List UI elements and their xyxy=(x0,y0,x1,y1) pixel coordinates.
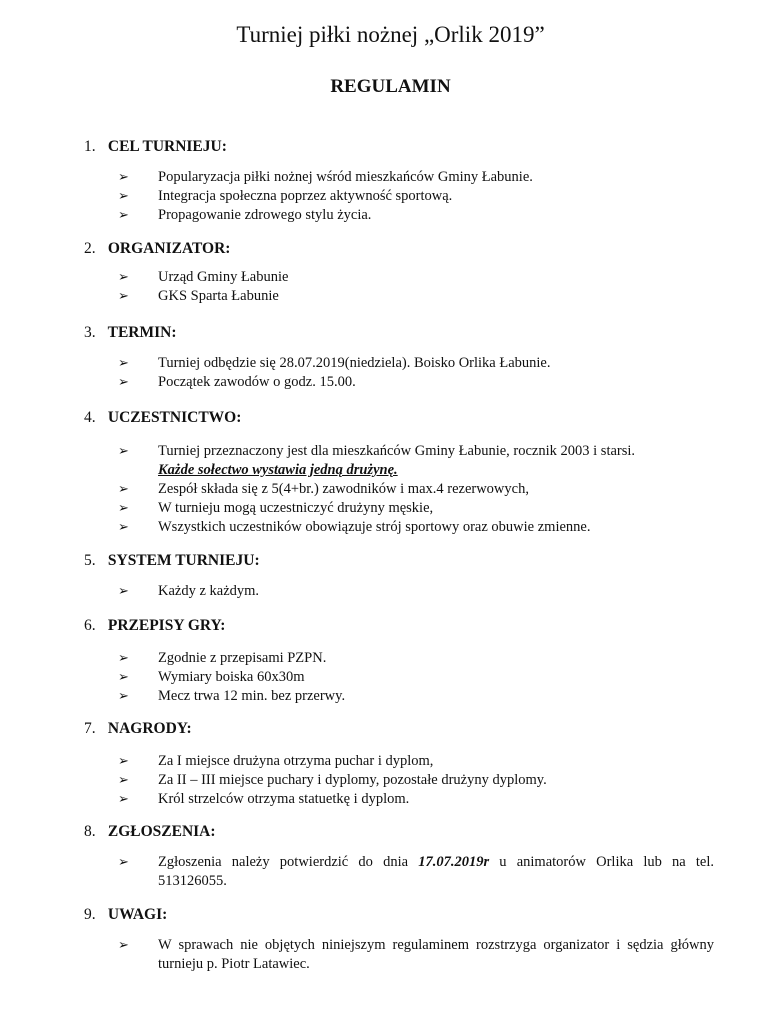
section-nagrody xyxy=(84,718,714,809)
arrow-bullet-icon: ➢ xyxy=(118,356,129,371)
section-heading: 2. ORGANIZATOR: xyxy=(84,240,231,257)
list-item: ➢ Mecz trwa 12 min. bez przerwy. xyxy=(118,688,346,704)
section-zgloszenia xyxy=(84,821,714,891)
list-item: ➢ Za II – III miejsce puchary i dyplomy, pozostałe drużyny dyplomy. xyxy=(118,772,547,788)
arrow-bullet-icon: ➢ xyxy=(118,670,129,685)
list-item: ➢ Za I miejsce drużyna otrzyma puchar i dyplom, xyxy=(118,753,434,769)
arrow-bullet-icon: ➢ xyxy=(118,189,129,204)
section-przepisy-gry xyxy=(84,615,714,706)
list-item: ➢ Zgodnie z przepisami PZPN. xyxy=(118,650,327,666)
document-subtitle: REGULAMIN xyxy=(330,76,451,97)
list-item: ➢ Popularyzacja piłki nożnej wśród mieszkańców Gminy Łabunie. xyxy=(118,169,533,185)
document-title: Turniej piłki nożnej „Orlik 2019” xyxy=(236,22,545,47)
section-heading: 6. PRZEPISY GRY: xyxy=(84,617,226,634)
section-uwagi xyxy=(84,904,714,974)
arrow-bullet-icon: ➢ xyxy=(118,520,129,535)
section-heading: 3. TERMIN: xyxy=(84,324,177,341)
list-item: ➢ Wymiary boiska 60x30m xyxy=(118,669,305,685)
arrow-bullet-icon: ➢ xyxy=(118,170,129,185)
arrow-bullet-icon: ➢ xyxy=(118,773,129,788)
arrow-bullet-icon: ➢ xyxy=(118,270,129,285)
list-item: ➢ Każdy z każdym. xyxy=(118,583,260,599)
list-item: ➢ Zespół składa się z 5(4+br.) zawodników i max.4 rezerwowych, xyxy=(118,481,529,497)
section-organizator xyxy=(84,238,714,306)
arrow-bullet-icon: ➢ xyxy=(118,482,129,497)
arrow-bullet-icon: ➢ xyxy=(118,375,129,390)
section-uczestnictwo xyxy=(84,407,714,537)
arrow-bullet-icon: ➢ xyxy=(118,208,129,223)
list-item: ➢ Zgłoszenia należy potwierdzić do dnia 17.07.2019r u animatorów Orlika lub na tel. 513126055. xyxy=(118,854,714,889)
arrow-bullet-icon: ➢ xyxy=(118,689,129,704)
section-heading: 7. NAGRODY: xyxy=(84,720,192,737)
list-item: ➢ Turniej przeznaczony jest dla mieszkańców Gminy Łabunie, rocznik 2003 i starsi. Każde sołectwo wystawia jedną drużynę. xyxy=(118,443,636,478)
list-item: ➢ Turniej odbędzie się 28.07.2019(niedziela). Boisko Orlika Łabunie. xyxy=(118,355,551,371)
arrow-bullet-icon: ➢ xyxy=(118,444,129,459)
list-item: ➢ Król strzelców otrzyma statuetkę i dyplom. xyxy=(118,791,410,807)
deadline-date: 17.07.2019r xyxy=(418,854,490,870)
arrow-bullet-icon: ➢ xyxy=(118,792,129,807)
list-item: ➢ Początek zawodów o godz. 15.00. xyxy=(118,374,356,390)
list-item: ➢ GKS Sparta Łabunie xyxy=(118,288,279,304)
section-heading: 9. UWAGI: xyxy=(84,906,168,923)
section-termin xyxy=(84,322,714,392)
section-heading: 8. ZGŁOSZENIA: xyxy=(84,823,216,840)
list-item: ➢ W sprawach nie objętych niniejszym regulaminem rozstrzyga organizator i sędzia główny turnieju p. Piotr Latawiec. xyxy=(118,937,714,972)
arrow-bullet-icon: ➢ xyxy=(118,938,129,953)
section-heading: 1. CEL TURNIEJU: xyxy=(84,138,227,155)
list-item: ➢ Urząd Gminy Łabunie xyxy=(118,269,289,285)
list-item: ➢ Propagowanie zdrowego stylu życia. xyxy=(118,207,372,223)
arrow-bullet-icon: ➢ xyxy=(118,501,129,516)
section-heading: 4. UCZESTNICTWO: xyxy=(84,409,242,426)
solectwo-note: Każde sołectwo wystawia jedną drużynę. xyxy=(158,462,398,478)
list-item: ➢ W turnieju mogą uczestniczyć drużyny męskie, xyxy=(118,500,434,516)
section-cel-turnieju xyxy=(84,136,714,225)
arrow-bullet-icon: ➢ xyxy=(118,584,129,599)
arrow-bullet-icon: ➢ xyxy=(118,289,129,304)
list-item: ➢ Wszystkich uczestników obowiązuje strój sportowy oraz obuwie zmienne. xyxy=(118,519,591,535)
section-system-turnieju xyxy=(84,550,714,601)
arrow-bullet-icon: ➢ xyxy=(118,754,129,769)
arrow-bullet-icon: ➢ xyxy=(118,651,129,666)
section-heading: 5. SYSTEM TURNIEJU: xyxy=(84,552,260,569)
list-item: ➢ Integracja społeczna poprzez aktywność sportową. xyxy=(118,188,453,204)
arrow-bullet-icon: ➢ xyxy=(118,855,129,870)
